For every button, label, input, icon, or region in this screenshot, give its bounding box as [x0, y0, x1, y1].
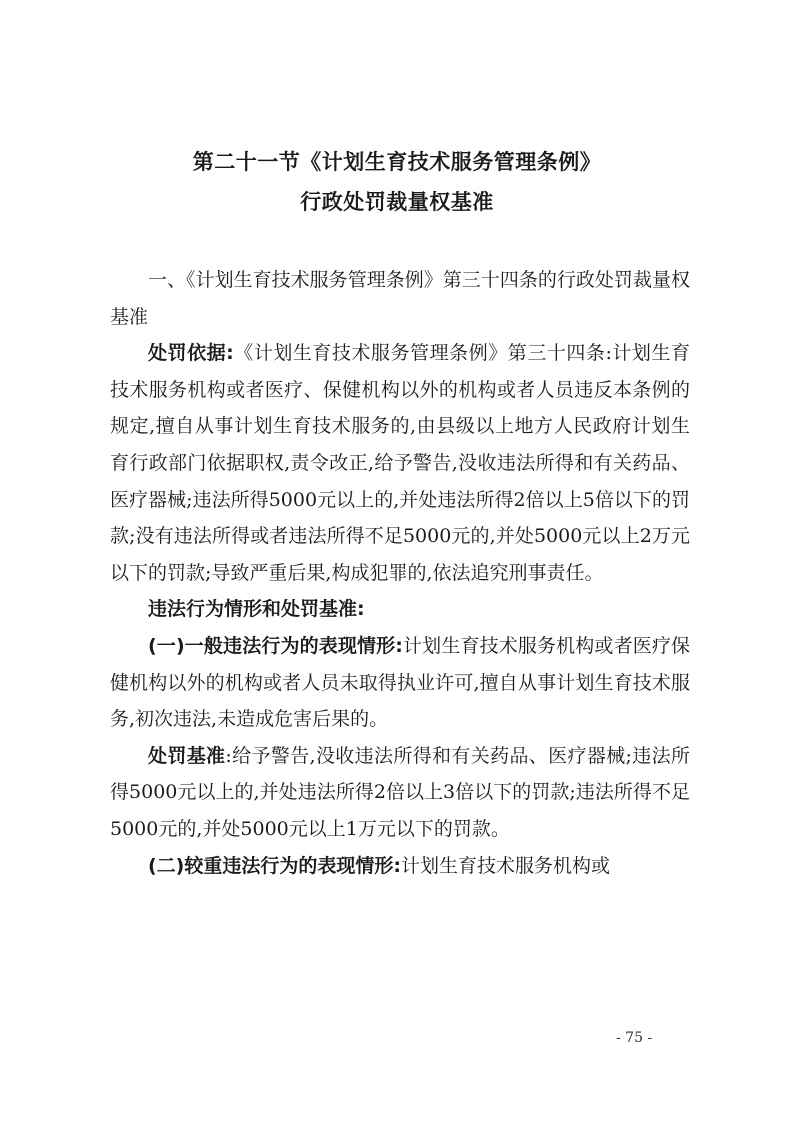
case1-text: 计划生育技术服务机构或者医疗保健机构以外的机构或者人员未取得执业许可,擅自从事计划生育技术服务,初次违法,未造成危害后果的。 [110, 634, 690, 731]
case2-text: 计划生育技术服务机构或 [400, 854, 610, 877]
penalty1-paragraph [110, 738, 690, 848]
case2-label: (二)较重违法行为的表现情形: [148, 854, 401, 877]
penalty-basis-paragraph [110, 335, 690, 591]
case2-paragraph [110, 848, 690, 885]
case1-paragraph [110, 628, 690, 738]
case1-label: (一)一般违法行为的表现情形: [148, 634, 403, 657]
penalty1-text: :给予警告,没收违法所得和有关药品、医疗器械;违法所得5000元以上的,并处违法所得2倍以上3倍以下的罚款;违法所得不足5000元的,并处5000元以上1万元以下的罚款。 [110, 744, 690, 840]
basis-text: 《计划生育技术服务管理条例》第三十四条:计划生育技术服务机构或者医疗、保健机构以外的机构或者人员违反本条例的规定,擅自从事计划生育技术服务的,由县级以上地方人民政府计划生育行政部门依据职权,责令改正,给予警告,没收违法所得和有关药品、医疗器械;违法所得5000元以上的,并处违法所得2倍以上5倍以下的罚款;没有违法所得或者违法所得不足5000元的,并处5000元以上2万元以下的罚款;导致严重后果,构成犯罪的,依法追究刑事责任。 [110, 342, 690, 584]
basis-label: 处罚依据: [148, 342, 234, 365]
document-body [110, 262, 690, 884]
cases-heading: 违法行为情形和处罚基准: [148, 598, 365, 621]
document-title-line1: 第二十一节《计划生育技术服务管理条例》 [192, 150, 602, 174]
page-number: - 75 - [616, 1030, 653, 1046]
section-heading: 一、《计划生育技术服务管理条例》第三十四条的行政处罚裁量权基准 [110, 269, 690, 328]
penalty1-label: 处罚基准 [148, 744, 226, 767]
document-title-line2: 行政处罚裁量权基准 [300, 190, 494, 214]
cases-heading-paragraph [110, 591, 690, 628]
